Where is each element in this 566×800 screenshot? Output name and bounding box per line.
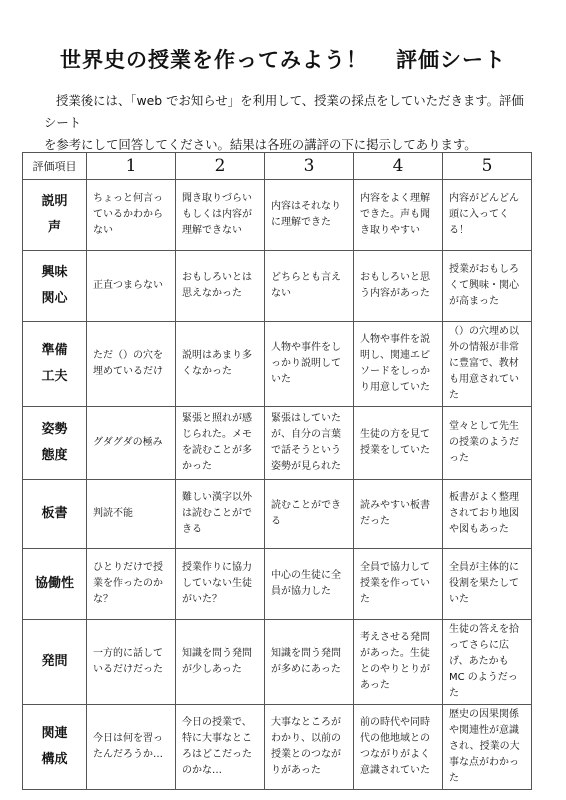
- table-row: [23, 620, 532, 705]
- header-score-2: 2: [176, 153, 265, 180]
- table-cell: [265, 251, 354, 322]
- table-cell: [265, 705, 354, 790]
- table-row: [23, 480, 532, 549]
- table-cell: [354, 180, 443, 251]
- table-cell: [443, 705, 532, 790]
- cell-text: 歴史の因果関係や関連性が意識され、授業の大事な点がわかった: [449, 709, 520, 784]
- header-score-5: 5: [443, 153, 532, 180]
- cell-text: 内容をよく理解できた。声も聞き取りやすい: [360, 193, 430, 236]
- cell-text: 授業作りに協力していない生徒がいた？: [182, 562, 252, 605]
- cell-text: 緊張と照れが感じられた。メモを読むことが多かった: [182, 413, 252, 472]
- header-score-1: 1: [87, 153, 176, 180]
- title-main: 世界史の授業を作ってみよう！: [60, 48, 368, 72]
- cell-text: 聞き取りづらいもしくは内容が理解できない: [182, 193, 252, 236]
- item-line-1: 協働性: [34, 576, 74, 591]
- item-line-2: 工夫: [41, 369, 68, 384]
- cell-text: おもしろいとは思えなかった: [182, 272, 252, 299]
- header-score-3: 3: [265, 153, 354, 180]
- row-item-label: [23, 322, 87, 407]
- table-row: [23, 705, 532, 790]
- cell-text: 生徒の答えを拾ってさらに広げ、あたかも MC のようだった: [449, 624, 519, 699]
- table-cell: [87, 322, 176, 407]
- table-cell: [443, 180, 532, 251]
- intro-line-1: 授業後には、「web でお知らせ」を利用して、授業の採点をしていただきます。評価シート: [44, 93, 524, 130]
- cell-text: 説明はあまり多くなかった: [182, 350, 252, 377]
- table-cell: [87, 480, 176, 549]
- intro-line-2: を参考にして回答してください。結果は各班の講評の下に掲示してあります。: [44, 137, 477, 152]
- cell-text: 読むことができる: [271, 500, 341, 527]
- title-sub: 評価シート: [396, 48, 506, 72]
- row-item-label: [23, 407, 87, 480]
- cell-text: 考えさせる発問があった。生徒とのやりとりがあった: [360, 632, 430, 691]
- item-line-1: 説明: [41, 194, 68, 209]
- table-cell: [354, 322, 443, 407]
- table-row: [23, 180, 532, 251]
- row-item-label: [23, 620, 87, 705]
- cell-text: 堂々として先生の授業のようだった: [449, 421, 519, 464]
- item-line-1: 発問: [41, 654, 68, 669]
- item-line-1: 姿勢: [41, 422, 68, 437]
- row-item-label: [23, 480, 87, 549]
- table-cell: [354, 480, 443, 549]
- table-cell: [443, 322, 532, 407]
- table-cell: [443, 620, 532, 705]
- table-cell: [87, 620, 176, 705]
- cell-text: 難しい漢字以外は読むことができる: [182, 492, 252, 535]
- cell-text: 生徒の方を見て授業をしていた: [360, 429, 430, 456]
- table-cell: [443, 251, 532, 322]
- table-cell: [265, 180, 354, 251]
- cell-text: 知識を問う発問が少しあった: [182, 648, 252, 675]
- cell-text: 一方的に話しているだけだった: [93, 648, 163, 675]
- table-cell: [265, 480, 354, 549]
- table-cell: [176, 251, 265, 322]
- table-row: [23, 251, 532, 322]
- cell-text: 読みやすい板書だった: [360, 500, 430, 527]
- item-line-2: 態度: [41, 448, 68, 463]
- table-cell: [443, 480, 532, 549]
- page-title: [0, 44, 566, 74]
- cell-text: 内容がどんどん頭に入ってくる！: [449, 193, 519, 236]
- table-cell: [87, 407, 176, 480]
- cell-text: 今日の授業で、特に大事なところはどこだったのかな…: [182, 717, 252, 776]
- cell-text: どちらとも言えない: [271, 272, 341, 299]
- row-item-label: [23, 180, 87, 251]
- table-cell: [354, 705, 443, 790]
- table-cell: [176, 322, 265, 407]
- cell-text: ちょっと何言っているかわからない: [93, 193, 163, 236]
- cell-text: おもしろいと思う内容があった: [360, 272, 430, 299]
- table-cell: [87, 705, 176, 790]
- table-cell: [443, 549, 532, 620]
- cell-text: グダグダの極み: [93, 437, 163, 448]
- header-item-label: 評価項目: [23, 153, 87, 180]
- cell-text: （）の穴埋め以外の情報が非常に豊富で、教材も用意されていた: [449, 326, 519, 401]
- table-cell: [265, 549, 354, 620]
- cell-text: 前の時代や同時代の他地域とのつながりがよく意識されていた: [360, 717, 430, 776]
- item-line-1: 準備: [41, 343, 68, 358]
- cell-text: 人物や事件を説明し、関連エピソードをしっかり用意していた: [360, 334, 430, 393]
- item-line-1: 板書: [41, 506, 68, 521]
- table-cell: [176, 705, 265, 790]
- cell-text: 板書がよく整理されており地図や図もあった: [449, 492, 519, 535]
- table-cell: [176, 180, 265, 251]
- table-cell: [443, 407, 532, 480]
- table-cell: [265, 407, 354, 480]
- cell-text: 人物や事件をしっかり説明していた: [271, 342, 341, 385]
- cell-text: 緊張はしていたが、自分の言葉で話そうという姿勢が見られた: [271, 413, 341, 472]
- table-cell: [87, 180, 176, 251]
- table-cell: [354, 251, 443, 322]
- cell-text: 今日は何を習ったんだろうか…: [93, 733, 163, 760]
- table-header-row: [23, 153, 532, 180]
- item-line-1: 興味: [41, 265, 68, 280]
- cell-text: 全員が主体的に役割を果たしていた: [449, 562, 519, 605]
- table-cell: [176, 620, 265, 705]
- header-score-4: 4: [354, 153, 443, 180]
- table-cell: [265, 620, 354, 705]
- table-cell: [354, 407, 443, 480]
- item-line-2: 構成: [41, 752, 68, 767]
- cell-text: 全員で協力して授業を作っていた: [360, 562, 430, 605]
- table-row: [23, 407, 532, 480]
- item-line-1: 関連: [41, 726, 68, 741]
- table-row: [23, 322, 532, 407]
- table-cell: [354, 620, 443, 705]
- table-cell: [87, 251, 176, 322]
- table-cell: [176, 480, 265, 549]
- evaluation-table: [22, 152, 532, 790]
- item-line-2: 声: [47, 220, 61, 235]
- intro-paragraph: [44, 90, 534, 156]
- cell-text: 知識を問う発問が多めにあった: [271, 648, 341, 675]
- cell-text: ひとりだけで授業を作ったのかな？: [93, 562, 163, 605]
- cell-text: 判読不能: [93, 508, 133, 519]
- row-item-label: [23, 705, 87, 790]
- cell-text: 正直つまらない: [93, 280, 163, 291]
- table-cell: [176, 549, 265, 620]
- cell-text: ただ（）の穴を埋めているだけ: [93, 350, 163, 377]
- cell-text: 内容はそれなりに理解できた: [271, 201, 341, 228]
- row-item-label: [23, 251, 87, 322]
- table-row: [23, 549, 532, 620]
- row-item-label: [23, 549, 87, 620]
- item-line-2: 関心: [41, 291, 68, 306]
- table-cell: [265, 322, 354, 407]
- cell-text: 大事なところがわかり、以前の授業とのつながりがあった: [271, 717, 341, 776]
- table-cell: [176, 407, 265, 480]
- table-cell: [87, 549, 176, 620]
- cell-text: 授業がおもしろくて興味・関心が高まった: [449, 264, 519, 307]
- cell-text: 中心の生徒に全員が協力した: [271, 570, 341, 597]
- table-cell: [354, 549, 443, 620]
